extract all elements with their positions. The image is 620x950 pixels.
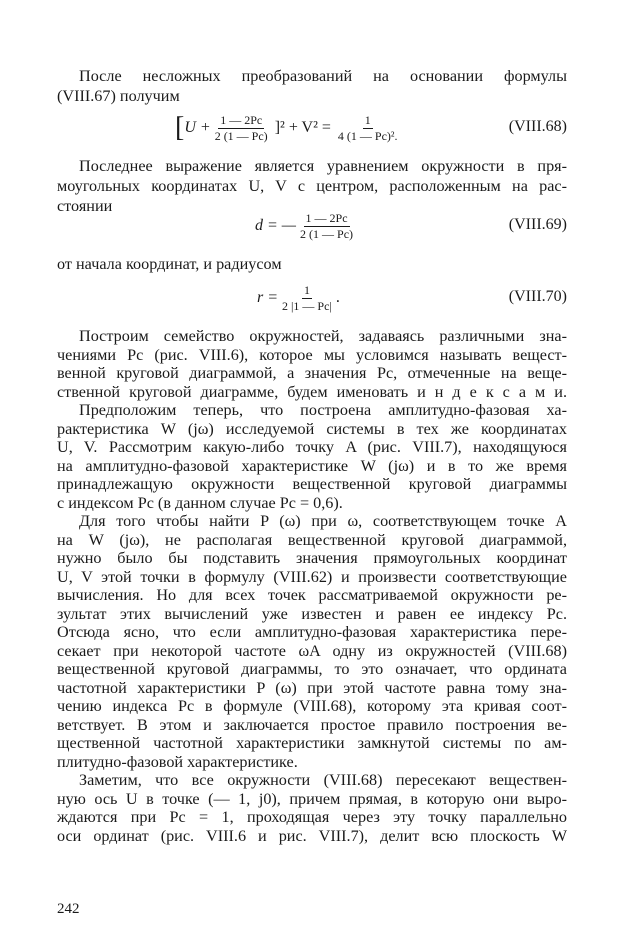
fraction [213,114,270,143]
text-line: После несложных преобразований на основании формулы [79,67,567,85]
numerator: 1 — 2Pc [305,210,348,225]
text-line: венной круговой диаграммой, а значения Pc, отмеченные на веще- [57,364,567,382]
page-number: 242 [57,901,80,917]
text-line: зультат этих вычислений уже известен и равен ее индексу Pc. [57,604,567,623]
numerator: 1 [364,112,371,127]
text-line: моугольных координатах U, V с центром, расположенным на рас- [57,177,567,195]
text-line: чению индекса Pc в формуле (VIII.68), которому эта кривая соот- [57,697,567,715]
text-line: с индексом Pc (в данном случае Pc = 0,6). [57,493,343,512]
bracket-open: [ [175,112,185,143]
text-line: ную ось U в точке (— 1, j0), причем прямая, в которую они выро- [57,789,567,808]
formula-lhs: d = — [255,217,297,234]
formula-lhs: r = [257,289,279,306]
text-line: на W (jω), не располагая вещественной круговой диаграммой, [57,530,567,549]
fraction [298,212,355,241]
text-line: вещественной круговой диаграммы, то это означает, что ордината [57,660,567,678]
text-line: от начала координат, и радиусом [57,255,282,273]
text-line: чениями Pc (рис. VIII.6), которое мы условимся называть вещест- [57,345,567,364]
text-line: вычисления. Но для всех точек рассматриваемой окружности ре- [57,586,567,604]
text-line: (VIII.67) получим [57,87,180,105]
text-line: ветствует. В этом и заключается простое правило построения ве- [57,715,567,734]
text-line: U, V. Рассмотрим какую-либо точку A (рис. VIII.7), находящуюся [57,438,567,456]
denominator: 2 (1 — Pc) [214,128,268,143]
text-line: Построим семейство окружностей, задаваясь различными зна- [79,327,567,345]
equation-number: (VIII.70) [508,288,567,305]
numerator: 1 [303,282,310,297]
text-line: Предположим теперь, что построена амплитудно-фазовая ха- [79,401,567,419]
text-line: Для того чтобы найти P (ω) при ω, соответствующем точке A [79,512,567,530]
text-line: принадлежащую окружности вещественной круговой диаграммы [57,475,567,493]
formula-middle: ]² + V² = [274,119,331,136]
text-line: Отсюда ясно, что если амплитудно-фазовая характеристика пере- [57,623,567,641]
formula-viii-68 [57,108,567,148]
text-line: оси ординат (рис. VIII.6 и рис. VIII.7), делит всю плоскость W [57,826,567,845]
text-line: нужно было бы подставить значения прямоугольных координат [57,549,567,567]
fraction [280,284,334,313]
formula-viii-70 [57,278,567,318]
denominator: 2 (1 — Pc) [300,226,354,241]
text-line: Заметим, что все окружности (VIII.68) пересекают веществен- [79,771,567,789]
text-line: ждаются при Pc = 1, проходящая через эту точку параллельно [57,808,567,826]
denominator: 2 |1 — Pc| [282,298,332,313]
equation-number: (VIII.68) [508,118,567,135]
text-line: Последнее выражение является уравнением окружности в пря- [79,157,567,175]
text-line: рактеристика W (jω) исследуемой системы в тех же координатах [57,419,567,438]
formula-lhs: U + [184,119,211,136]
formula-tail: . [335,289,340,306]
text-line: U, V этой точки в формулу (VIII.62) и произвести соответствующие [57,567,567,586]
denominator: 4 (1 — Pc)². [337,128,398,143]
equation-number: (VIII.69) [508,216,567,233]
numerator: 1 — 2Pc [220,112,263,127]
text-line: секает при некоторой частоте ωA одну из окружностей (VIII.68) [57,641,567,660]
text-line: стоянии [57,197,113,215]
formula-viii-69 [57,206,567,246]
text-line: щественной частотной характеристики замкнутой системы по ам- [57,734,567,752]
fraction [336,114,400,143]
text-line: ственной круговой диаграмме, будем именовать и н д е к с а м и. [57,382,567,401]
text-line: частотной характеристики P (ω) при этой частоте равна тому зна- [57,678,567,697]
text-line: плитудно-фазовой характеристике. [57,752,298,771]
text-line: на амплитудно-фазовой характеристике W (jω) и в то же время [57,456,567,475]
